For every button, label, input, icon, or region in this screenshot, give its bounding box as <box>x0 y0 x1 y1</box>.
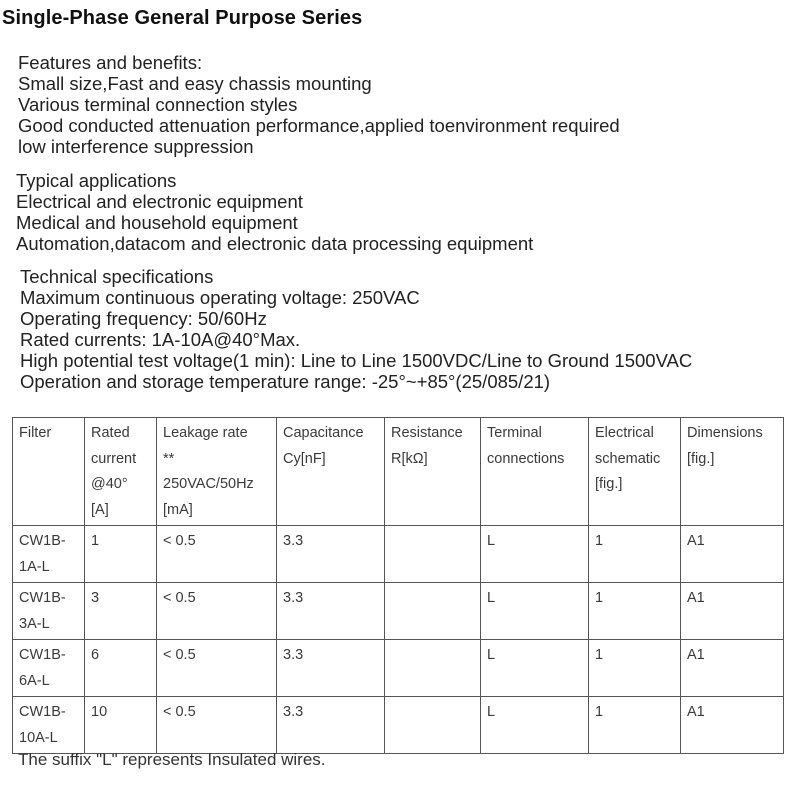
table-cell-rated-current <box>85 640 157 697</box>
column-header-line: R[kΩ] <box>391 450 428 467</box>
table-cell-leakage-rate <box>157 697 277 754</box>
feature-item: Small size,Fast and easy chassis mounting <box>18 73 372 94</box>
table-cell-line: 10A-L <box>19 729 58 746</box>
table-cell-filter <box>13 526 85 583</box>
table-cell-line: L <box>487 590 496 606</box>
page-title: Single-Phase General Purpose Series <box>2 7 363 29</box>
table-cell-line: < 0.5 <box>163 533 196 549</box>
column-header-dimensions <box>681 418 784 526</box>
table-cell-leakage-rate <box>157 583 277 640</box>
table-cell-capacitance <box>277 697 385 754</box>
table-cell-dimensions <box>681 583 784 640</box>
table-cell-line: < 0.5 <box>163 704 196 720</box>
table-cell-terminal-connections <box>481 640 589 697</box>
column-header-line: [fig.] <box>687 450 715 467</box>
column-header-line: Leakage rate <box>163 425 248 441</box>
table-header <box>13 418 784 526</box>
column-header-leakage-rate <box>157 418 277 526</box>
specification-item: Operation and storage temperature range: -25°~+85°(25/085/21) <box>20 371 551 392</box>
column-header-line: Electrical <box>595 425 654 441</box>
table-cell-line: 3.3 <box>283 704 304 720</box>
column-header-line: [mA] <box>163 501 193 518</box>
table-cell-line: L <box>487 704 496 720</box>
table-cell-line: 3 <box>91 590 100 606</box>
table-cell-line: < 0.5 <box>163 647 196 663</box>
column-header-line: Capacitance <box>283 425 364 441</box>
table-cell-line: A1 <box>687 704 705 720</box>
table-cell-line: L <box>487 533 496 549</box>
table-cell-line: 1 <box>91 533 100 549</box>
column-header-line: Cy[nF] <box>283 450 326 467</box>
table-cell-filter <box>13 583 85 640</box>
column-header-line: [fig.] <box>595 476 623 492</box>
column-header-terminal-connections <box>481 418 589 526</box>
table-cell-line: CW1B- <box>19 647 66 663</box>
column-header-rated-current <box>85 418 157 526</box>
table-cell-line: L <box>487 647 496 663</box>
table-cell-resistance <box>385 583 481 640</box>
column-header-filter <box>13 418 85 526</box>
table-cell-capacitance <box>277 640 385 697</box>
table-cell-line: 1 <box>595 590 604 606</box>
column-header-line: connections <box>487 450 565 467</box>
table-cell-electrical-schematic <box>589 583 681 640</box>
table-cell-dimensions <box>681 640 784 697</box>
footer-note: The suffix "L" represents Insulated wires. <box>18 750 326 769</box>
column-header-electrical-schematic <box>589 418 681 526</box>
table-cell-leakage-rate <box>157 526 277 583</box>
table-cell-filter <box>13 697 85 754</box>
table-row <box>13 640 784 697</box>
table-cell-electrical-schematic <box>589 640 681 697</box>
table-header-row <box>13 418 784 526</box>
specifications-section <box>20 266 692 392</box>
table-cell-resistance <box>385 697 481 754</box>
table-cell-resistance <box>385 640 481 697</box>
table-row <box>13 526 784 583</box>
table-cell-resistance <box>385 526 481 583</box>
table-cell-line: 6A-L <box>19 672 50 689</box>
feature-item: Good conducted attenuation performance,applied toenvironment required <box>18 115 620 136</box>
column-header-line: Resistance <box>391 425 463 441</box>
table-cell-filter <box>13 640 85 697</box>
table-cell-line: A1 <box>687 647 705 663</box>
column-header-line: 250VAC/50Hz <box>163 476 254 492</box>
table-body <box>13 526 784 754</box>
table-cell-line: 3.3 <box>283 647 304 663</box>
application-item: Automation,datacom and electronic data processing equipment <box>16 233 534 254</box>
column-header-resistance <box>385 418 481 526</box>
applications-section <box>16 170 533 254</box>
table-cell-dimensions <box>681 526 784 583</box>
table-cell-line: 3.3 <box>283 590 304 606</box>
table-cell-line: CW1B- <box>19 533 66 549</box>
table-cell-line: 3.3 <box>283 533 304 549</box>
applications-heading: Typical applications <box>16 170 177 191</box>
table-cell-rated-current <box>85 526 157 583</box>
table-cell-dimensions <box>681 697 784 754</box>
column-header-line: Filter <box>19 425 52 441</box>
table-cell-terminal-connections <box>481 526 589 583</box>
column-header-line: @40° <box>91 476 128 492</box>
column-header-line: Rated <box>91 425 130 441</box>
table-cell-line: A1 <box>687 590 705 606</box>
table-cell-leakage-rate <box>157 640 277 697</box>
table-row <box>13 697 784 754</box>
feature-item: low interference suppression <box>18 136 254 157</box>
table-cell-line: CW1B- <box>19 590 66 606</box>
column-header-line: current <box>91 450 137 467</box>
specification-item: Operating frequency: 50/60Hz <box>20 308 267 329</box>
table-cell-line: 6 <box>91 647 100 663</box>
table-cell-rated-current <box>85 583 157 640</box>
application-item: Medical and household equipment <box>16 212 298 233</box>
column-header-line: [A] <box>91 501 109 518</box>
table-cell-capacitance <box>277 583 385 640</box>
specification-item: Rated currents: 1A-10A@40°Max. <box>20 329 301 350</box>
column-header-line: Dimensions <box>687 425 763 441</box>
features-section <box>18 52 620 157</box>
specification-item: High potential test voltage(1 min): Line to Line 1500VDC/Line to Ground 1500VAC <box>20 350 693 371</box>
table-cell-line: 10 <box>91 704 108 720</box>
table-cell-line: < 0.5 <box>163 590 196 606</box>
column-header-line: ** <box>163 450 175 467</box>
column-header-capacitance <box>277 418 385 526</box>
specifications-heading: Technical specifications <box>20 266 214 287</box>
table-cell-electrical-schematic <box>589 697 681 754</box>
table-row <box>13 583 784 640</box>
specification-item: Maximum continuous operating voltage: 250VAC <box>20 287 420 308</box>
features-heading: Features and benefits: <box>18 52 203 73</box>
table-cell-line: 1 <box>595 533 604 549</box>
table-cell-line: 3A-L <box>19 615 50 632</box>
table-cell-line: 1A-L <box>19 558 50 575</box>
table-cell-terminal-connections <box>481 583 589 640</box>
table-cell-line: A1 <box>687 533 705 549</box>
table-cell-electrical-schematic <box>589 526 681 583</box>
table-cell-line: 1 <box>595 647 604 663</box>
table-cell-terminal-connections <box>481 697 589 754</box>
table-cell-capacitance <box>277 526 385 583</box>
table-cell-rated-current <box>85 697 157 754</box>
feature-item: Various terminal connection styles <box>18 94 298 115</box>
column-header-line: schematic <box>595 450 661 467</box>
table-cell-line: CW1B- <box>19 704 66 720</box>
column-header-line: Terminal <box>487 425 542 441</box>
filter-spec-table <box>12 417 784 754</box>
application-item: Electrical and electronic equipment <box>16 191 303 212</box>
table-cell-line: 1 <box>595 704 604 720</box>
